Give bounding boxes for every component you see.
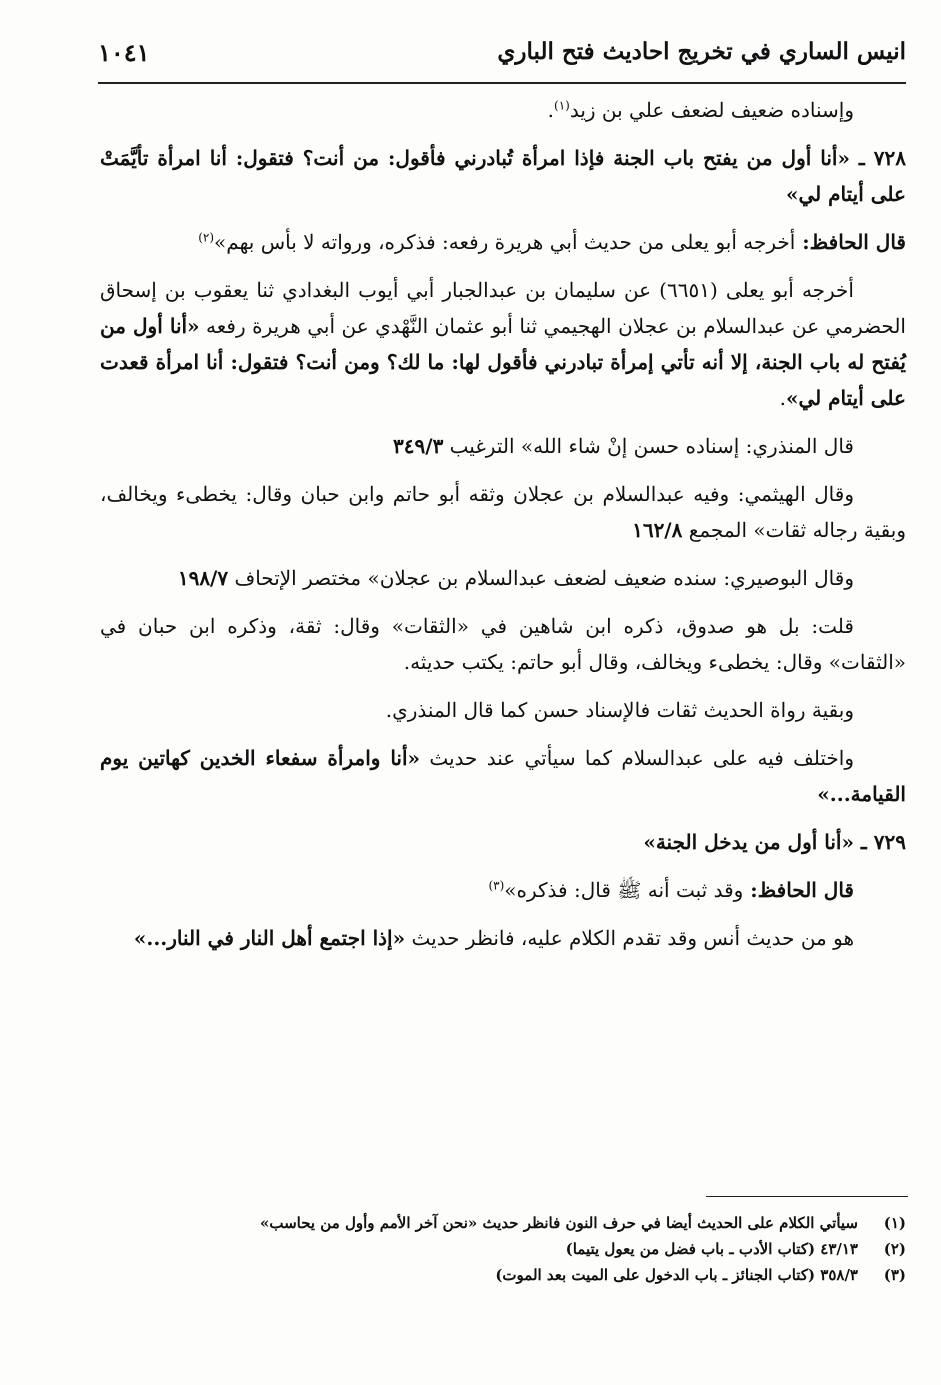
paragraph-hafiz-728: قال الحافظ: أخرجه أبو يعلى من حديث أبي هريرة رفعه: فذكره، ورواته لا بأس بهم»$^{(٢)}$	[198, 230, 906, 254]
footnote-text: سيأتي الكلام على الحديث أيضا في حرف النون فانظر حديث «نحن آخر الأمم وأول من يحاسب»	[259, 1214, 858, 1232]
footnote-number: (١)	[883, 1214, 906, 1232]
page-header	[98, 30, 906, 80]
speaker-label: قال الحافظ:	[743, 878, 854, 902]
paragraph-anas: هو من حديث أنس وقد تقدم الكلام عليه، فانظر حديث «إذا اجتمع أهل النار في النار...»	[133, 926, 854, 950]
footnotes	[100, 1210, 906, 1288]
paragraph-hafiz-729: قال الحافظ: وقد ثبت أنه ﷺ قال: فذكره»$^{(٣)}$	[488, 878, 854, 902]
paragraph-conclusion: وبقية رواة الحديث ثقات فالإسناد حسن كما قال المنذري.	[385, 698, 854, 722]
footnote-text: ٣٥٨/٣ (كتاب الجنائز ـ باب الدخول على الميت بعد الموت)	[495, 1266, 858, 1284]
hadith-number: ٧٢٩ ـ	[853, 830, 906, 854]
paragraph-busiri: وقال البوصيري: سنده ضعيف لضعف عبدالسلام بن عجلان» مختصر الإتحاف ١٩٨/٧	[177, 566, 854, 590]
page-number: ١٠٤١	[98, 38, 150, 67]
hadith-text: «أنا أول من يدخل الجنة»	[643, 830, 854, 854]
footnote-ref-1: (١)	[554, 98, 570, 113]
main-text	[100, 92, 906, 968]
hadith-728	[100, 140, 906, 212]
footnote-text: ٤٣/١٣ (كتاب الأدب ـ باب فضل من يعول يتيما)	[565, 1240, 858, 1258]
reference-number: ١٩٨/٧	[177, 566, 229, 590]
hadith-text: «أنا أول من يفتح باب الجنة فإذا امرأة تُبادرني فأقول: من أنت؟ فتقول: أنا امرأة تأيَّمَتْ على أيتام لي»	[100, 146, 906, 206]
running-title: انيس الساري في تخريج احاديث فتح الباري	[497, 38, 906, 65]
reference-number: ٣٤٩/٣	[393, 434, 444, 458]
paragraph-qultu: قلت: بل هو صدوق، ذكره ابن شاهين في «الثقات» وقال: ثقة، وذكره ابن حبان في «الثقات» وقال: يخطىء ويخالف، وقال أبو حاتم: يكتب حديثه.	[100, 614, 906, 674]
footnote-ref-3: (٣)	[488, 878, 505, 893]
footnote-3	[100, 1262, 906, 1288]
hadith-729	[100, 824, 906, 860]
header-rule	[98, 82, 906, 84]
paragraph-haythami: وقال الهيثمي: وفيه عبدالسلام بن عجلان وثقه أبو حاتم وابن حبان وقال: يخطىء ويخالف، وبقية رجاله ثقات» المجمع ١٦٢/٨	[100, 482, 906, 542]
footnote-separator	[706, 1196, 908, 1197]
footnote-number: (٣)	[883, 1266, 906, 1284]
hadith-quote: «أنا وامرأة سفعاء الخدين كهاتين يوم القيامة...»	[100, 746, 906, 806]
paragraph-mundhiri: قال المنذري: إسناده حسن إنْ شاء الله» الترغيب ٣٤٩/٣	[393, 434, 854, 458]
hadith-quote: «إذا اجتمع أهل النار في النار...»	[133, 926, 406, 950]
paragraph-ikhtilaf: واختلف فيه على عبدالسلام كما سيأتي عند حديث «أنا وامرأة سفعاء الخدين كهاتين يوم القيامة...»	[100, 746, 906, 806]
footnote-2	[100, 1236, 906, 1262]
paragraph-takhrij: أخرجه أبو يعلى (٦٦٥١) عن سليمان بن عبدالجبار أبي أيوب البغدادي ثنا يعقوب بن إسحاق الحضرمي عن عبدالسلام بن عجلان الهجيمي ثنا أبو عثمان النَّهْدي عن أبي هريرة رفعه «أنا أول من يُفتح له باب الجنة، إلا أنه تأتي إمرأة تبادرني فأقول لها: ما لك؟ ومن أنت؟ فتقول: أنا امرأة قعدت على أيتام لي».	[100, 278, 906, 410]
reference-number: ١٦٢/٨	[632, 518, 683, 542]
footnote-number: (٢)	[883, 1240, 906, 1258]
paragraph-isnad-weak: وإسناده ضعيف لضعف علي بن زيد$^{(١)}$.	[547, 98, 854, 122]
hadith-quote: «أنا أول من يُفتح له باب الجنة، إلا أنه تأتي إمرأة تبادرني فأقول لها: ما لك؟ ومن أنت؟ فتقول: أنا امرأة قعدت على أيتام لي»	[100, 314, 906, 410]
speaker-label: قال الحافظ:	[795, 230, 906, 254]
hadith-number: ٧٢٨ ـ	[849, 146, 906, 170]
footnote-ref-2: (٢)	[198, 230, 215, 245]
footnote-1	[100, 1210, 906, 1236]
